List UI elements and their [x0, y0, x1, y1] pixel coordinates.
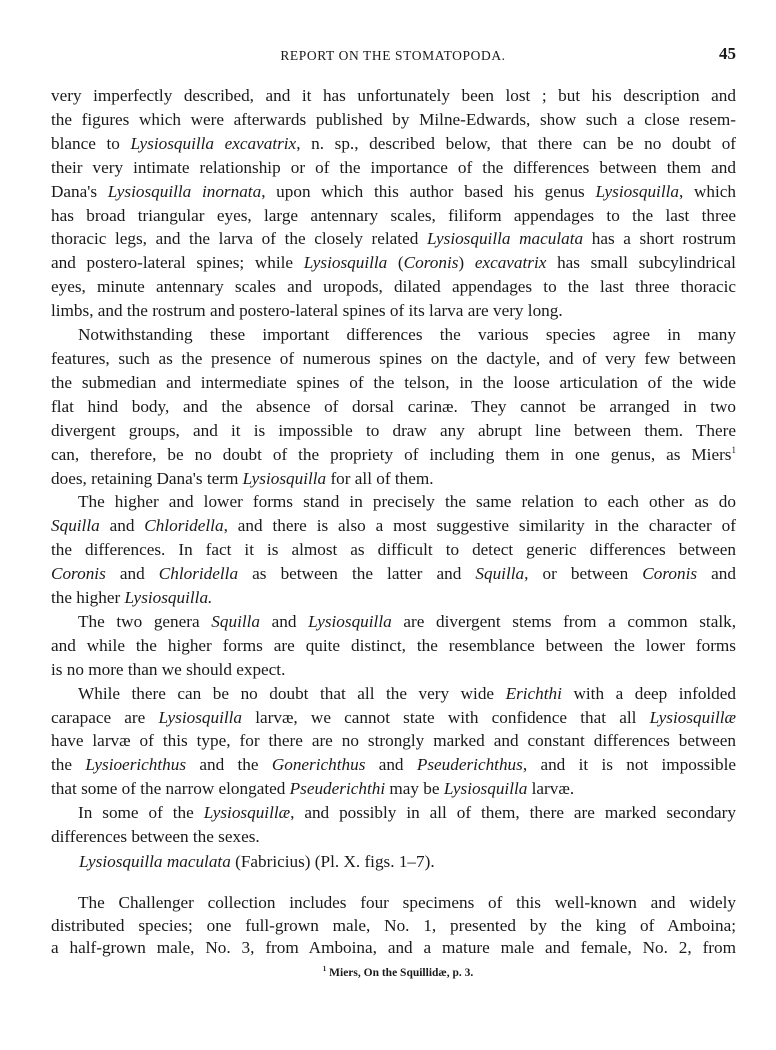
- text-run: , and it is not impossible: [522, 755, 736, 775]
- text-run: with a deep infolded: [561, 683, 736, 703]
- text-line: [51, 84, 736, 108]
- text-line: [51, 753, 736, 777]
- text-run: a half-grown male, No. 3, from Amboina, and a mature male and female, No. 2, from: [51, 938, 736, 957]
- footnote: [0, 967, 776, 979]
- text-line: [51, 562, 736, 586]
- text-line: [51, 915, 736, 938]
- species-heading-reference: (Fabricius) (Pl. X. figs. 1–7).: [230, 852, 435, 871]
- italic-term: Pseuderichthus: [416, 755, 523, 775]
- text-line: [51, 204, 736, 228]
- text-run: , and possibly in all of them, there are marked secondary: [290, 803, 736, 823]
- italic-term: Lysiosquilla: [443, 779, 528, 799]
- text-line: [51, 108, 736, 132]
- text-line: [51, 251, 736, 275]
- text-run: has small subcylindrical: [546, 253, 736, 273]
- italic-term: Lysiosquilla.: [124, 588, 213, 608]
- text-line: [51, 610, 736, 634]
- text-line: [51, 658, 736, 682]
- text-line: [51, 586, 736, 610]
- footnote-marker: 1: [322, 965, 327, 973]
- paragraph: [51, 84, 736, 323]
- italic-term: Lysiosquillæ: [649, 707, 736, 727]
- text-run: blance to: [51, 133, 131, 153]
- text-run: , which: [678, 181, 736, 201]
- text-run: can, therefore, be no doubt of the propriety of including them in one genus, as Miers: [51, 444, 732, 464]
- italic-term: Coronis: [403, 253, 459, 273]
- text-run: has broad triangular eyes, large antennary scales, filiform appendages to the last three: [51, 205, 736, 225]
- text-line: [51, 132, 736, 156]
- italic-term: Squilla: [51, 516, 100, 536]
- text-run: and: [99, 516, 145, 536]
- text-run: the: [51, 755, 86, 775]
- text-run: While there can be no doubt that all the very wide: [78, 683, 506, 703]
- text-line: [51, 180, 736, 204]
- italic-term: Lysiosquilla excavatrix: [130, 133, 297, 153]
- text-run: for all of them.: [326, 468, 434, 488]
- text-line: [51, 467, 736, 491]
- italic-term: excavatrix: [474, 253, 547, 273]
- text-line: [51, 892, 736, 915]
- text-run: and the: [186, 755, 272, 775]
- italic-term: Lysiosquilla: [595, 181, 679, 201]
- text-run: The two genera: [78, 611, 212, 631]
- paragraph: [51, 490, 736, 610]
- text-line: [51, 682, 736, 706]
- text-run: and: [260, 611, 309, 631]
- text-run: carapace are: [51, 707, 159, 727]
- italic-term: Squilla: [475, 564, 525, 584]
- text-line: [51, 227, 736, 251]
- text-run: divergent groups, and it is impossible to draw any abrupt line between them. There: [51, 420, 736, 440]
- text-run: are divergent stems from a common stalk,: [391, 611, 736, 631]
- italic-term: Gonerichthus: [271, 755, 366, 775]
- italic-term: Lysiosquilla: [158, 707, 243, 727]
- text-run: that some of the narrow elongated: [51, 779, 290, 799]
- text-run: thoracic legs, and the larva of the closely related: [51, 229, 427, 249]
- text-run: features, such as the presence of numerous spines on the dactyle, and of very few between: [51, 348, 736, 368]
- text-line: [51, 706, 736, 730]
- text-run: the differences. In fact it is almost as difficult to detect generic differences between: [51, 540, 736, 560]
- text-line: [51, 323, 736, 347]
- text-run: as between the latter and: [238, 564, 476, 584]
- text-run: , upon which this author based his genus: [261, 181, 596, 201]
- italic-term: Lysiosquillæ: [203, 803, 291, 823]
- text-run: does, retaining Dana's term: [51, 468, 243, 488]
- text-line: [51, 777, 736, 801]
- italic-term: Erichthi: [505, 683, 562, 703]
- text-run: differences between the sexes.: [51, 827, 260, 847]
- species-paragraph: [51, 892, 736, 960]
- text-line: [51, 634, 736, 658]
- text-run: Dana's: [51, 181, 108, 201]
- text-run: The higher and lower forms stand in precisely the same relation to each other as do: [78, 492, 736, 512]
- text-run: and: [697, 564, 736, 584]
- italic-term: Lysiosquilla: [308, 611, 392, 631]
- text-run: and while the higher forms are quite distinct, the resemblance between the lower forms: [51, 635, 736, 655]
- text-run: have larvæ of this type, for there are no strongly marked and constant differences between: [51, 731, 736, 751]
- page-number: 45: [719, 44, 736, 63]
- text-run: the higher: [51, 588, 125, 608]
- text-run: the figures which were afterwards published by Milne-Edwards, show such a close resem-: [51, 109, 736, 129]
- text-run: (: [387, 253, 404, 273]
- paragraph: [51, 323, 736, 490]
- text-line: [51, 443, 736, 467]
- text-line: [51, 825, 736, 849]
- text-run: distributed species; one full-grown male, No. 1, presented by the king of Amboina;: [51, 915, 736, 935]
- text-run: ): [458, 253, 475, 273]
- text-run: and: [105, 564, 159, 584]
- italic-term: Chloridella: [144, 516, 224, 536]
- text-run: and postero-lateral spines; while: [51, 253, 304, 273]
- paragraph: [51, 610, 736, 682]
- paragraph: [51, 892, 736, 960]
- text-line: [51, 538, 736, 562]
- text-line: [51, 371, 736, 395]
- text-run: limbs, and the rostrum and postero-lateral spines of its larva are very long.: [51, 301, 563, 321]
- paragraph: [51, 682, 736, 802]
- italic-term: Coronis: [51, 564, 106, 584]
- text-run: has a short rostrum: [583, 229, 737, 249]
- text-line: [51, 419, 736, 443]
- italic-term: Pseuderichthi: [289, 779, 386, 799]
- text-run: The Challenger collection includes four specimens of this well-known and widely: [78, 893, 736, 912]
- text-run: , n. sp., described below, that there can be no doubt of: [296, 133, 737, 153]
- text-run: , and there is also a most suggestive similarity in the character of: [223, 516, 736, 536]
- text-run: Notwithstanding these important differences the various species agree in many: [78, 325, 736, 345]
- italic-term: Squilla: [211, 611, 260, 631]
- italic-term: Lysiosquilla maculata: [426, 229, 584, 249]
- text-line: [51, 275, 736, 299]
- species-heading: [79, 852, 435, 872]
- text-line: [51, 729, 736, 753]
- footnote-reference: 1: [731, 444, 736, 455]
- text-run: and: [365, 755, 417, 775]
- species-heading-name: Lysiosquilla maculata: [79, 852, 231, 871]
- text-run: eyes, minute antennary scales and uropods, dilated appendages to the last three thoracic: [51, 277, 736, 297]
- footnote-text: Miers, On the Squillidæ, p. 3.: [329, 967, 474, 979]
- italic-term: Lysioerichthus: [85, 755, 187, 775]
- text-run: larvæ, we cannot state with confidence that all: [242, 707, 650, 727]
- text-run: their very intimate relationship or of the importance of the differences between them and: [51, 157, 736, 177]
- text-run: In some of the: [78, 803, 204, 823]
- running-head: [50, 44, 736, 68]
- italic-term: Lysiosquilla: [242, 468, 327, 488]
- text-run: larvæ.: [527, 779, 575, 799]
- text-line: [51, 937, 736, 960]
- text-run: very imperfectly described, and it has unfortunately been lost ; but his description and: [51, 86, 736, 105]
- text-line: [51, 801, 736, 825]
- text-run: may be: [385, 779, 444, 799]
- text-line: [51, 156, 736, 180]
- text-line: [51, 514, 736, 538]
- italic-term: Chloridella: [158, 564, 239, 584]
- paragraph: [51, 801, 736, 849]
- body-text: [51, 84, 736, 849]
- running-title: REPORT ON THE STOMATOPODA.: [280, 48, 506, 63]
- text-run: the submedian and intermediate spines of the telson, in the loose articulation of the wide: [51, 372, 736, 392]
- text-run: is no more than we should expect.: [51, 659, 286, 679]
- text-line: [51, 395, 736, 419]
- text-line: [51, 347, 736, 371]
- italic-term: Coronis: [642, 564, 698, 584]
- italic-term: Lysiosquilla inornata: [107, 181, 262, 201]
- text-line: [51, 299, 736, 323]
- text-run: flat hind body, and the absence of dorsal carinæ. They cannot be arranged in two: [51, 396, 736, 416]
- text-run: , or between: [524, 564, 643, 584]
- text-line: [51, 490, 736, 514]
- italic-term: Lysiosquilla: [303, 253, 388, 273]
